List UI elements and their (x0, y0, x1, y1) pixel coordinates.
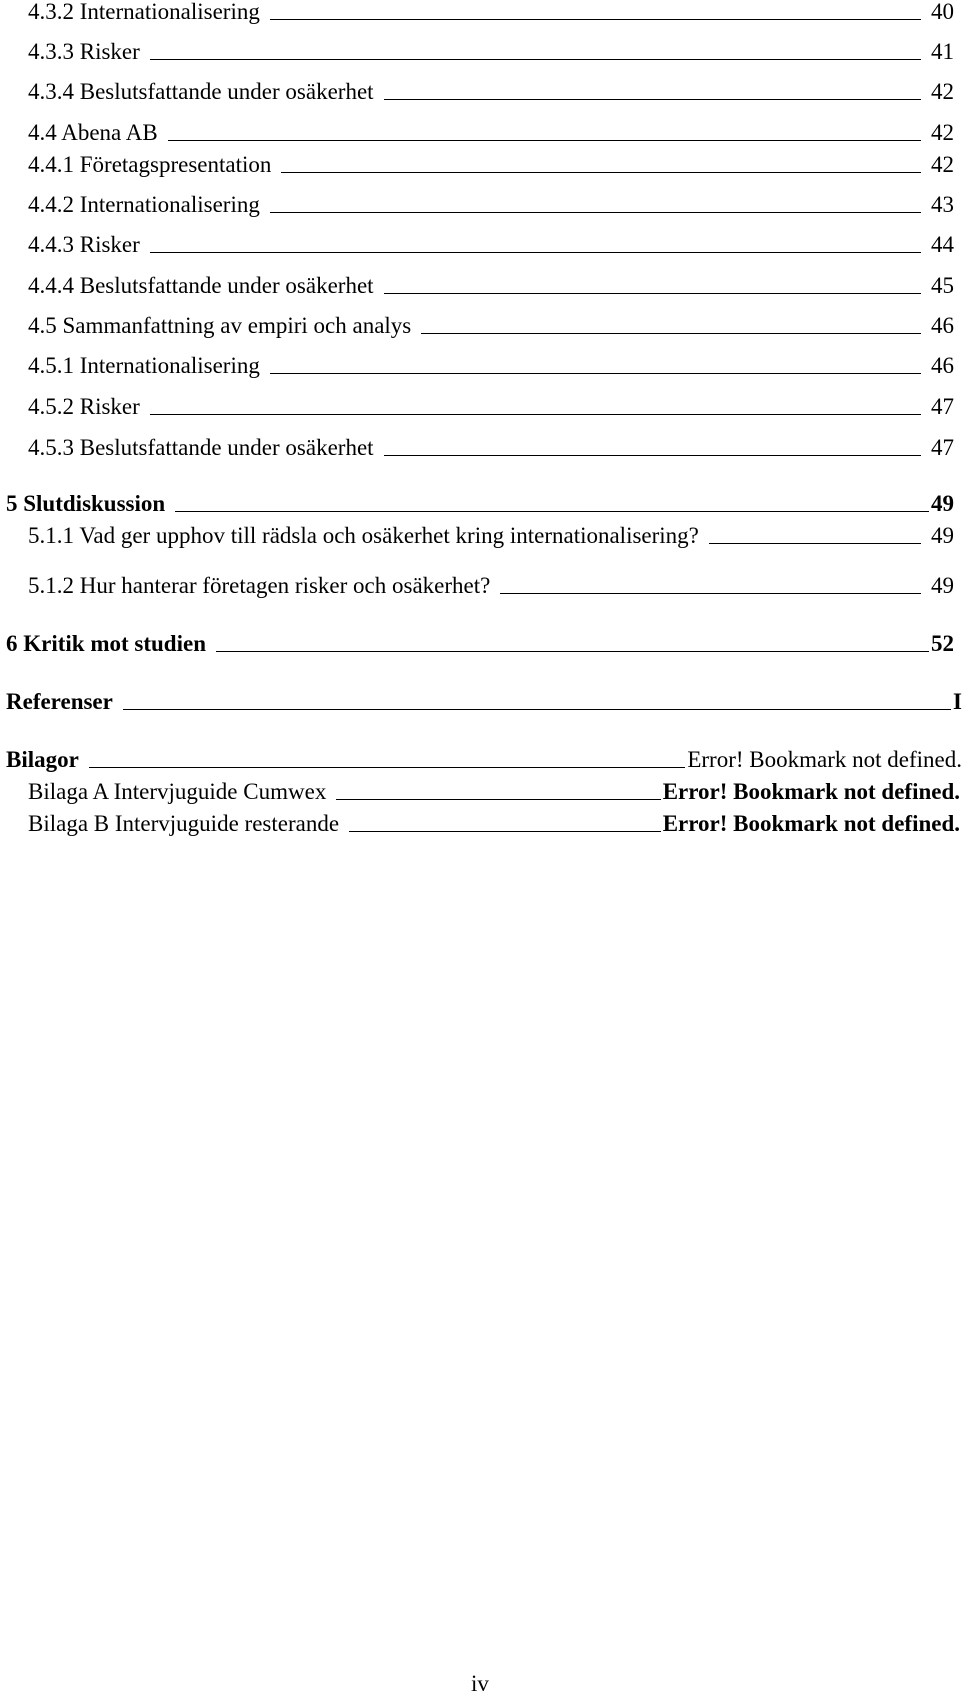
toc-entry-page: 41 (931, 39, 954, 64)
toc-entry-page: 44 (931, 232, 954, 257)
toc-entry-label: Bilagor (6, 747, 79, 772)
toc-entry-page: 42 (931, 79, 954, 104)
toc-leader-line (270, 373, 921, 374)
toc-leader-line (89, 767, 686, 768)
toc-entry[interactable] (28, 436, 954, 459)
toc-entry[interactable] (28, 395, 954, 418)
toc-entry[interactable] (28, 0, 954, 23)
toc-entry[interactable] (28, 812, 960, 835)
toc-entry-page: 42 (931, 152, 954, 177)
toc-entry-page: Error! Bookmark not defined. (687, 747, 962, 772)
toc-leader-line (384, 99, 921, 100)
toc-entry-label: Referenser (6, 689, 113, 714)
toc-entry-label: 4.5.1 Internationalisering (28, 353, 260, 378)
toc-entry-page: 46 (931, 353, 954, 378)
toc-entry-label: 5 Slutdiskussion (6, 491, 166, 516)
toc-entry-page: 42 (931, 120, 954, 145)
toc-entry[interactable] (6, 632, 954, 655)
toc-entry[interactable] (28, 233, 954, 256)
toc-entry[interactable] (28, 524, 954, 547)
toc-entry-page: 49 (931, 573, 954, 598)
toc-entry-page: 45 (931, 273, 954, 298)
toc-entry-label: 4.3.3 Risker (28, 39, 140, 64)
toc-entry[interactable] (28, 780, 960, 803)
toc-leader-line (270, 19, 921, 20)
toc-leader-line (175, 511, 929, 512)
toc-leader-line (500, 593, 921, 594)
toc-entry[interactable] (28, 80, 954, 103)
toc-entry-label: 4.4.3 Risker (28, 232, 140, 257)
toc-leader-line (384, 293, 921, 294)
toc-entry-page: 47 (931, 394, 954, 419)
toc-entry-page: 46 (931, 313, 954, 338)
toc-entry-label: 5.1.1 Vad ger upphov till rädsla och osäkerhet kring internationalisering? (28, 523, 699, 548)
toc-entry-label: 5.1.2 Hur hanterar företagen risker och osäkerhet? (28, 573, 491, 598)
toc-entry[interactable] (28, 40, 954, 63)
toc-entry-label: 4.4.1 Företagspresentation (28, 152, 272, 177)
toc-entry[interactable] (6, 748, 962, 771)
toc-leader-line (150, 59, 921, 60)
toc-entry-label: 4.5.2 Risker (28, 394, 140, 419)
toc-entry-label: 4.3.4 Beslutsfattande under osäkerhet (28, 79, 374, 104)
toc-leader-line (168, 140, 921, 141)
toc-leader-line (349, 831, 661, 832)
toc-leader-line (281, 172, 921, 173)
toc-entry-page: 40 (931, 0, 954, 24)
toc-entry-label: 4.4 Abena AB (28, 120, 158, 145)
toc-leader-line (123, 709, 951, 710)
toc-entry-label: 4.5.3 Beslutsfattande under osäkerhet (28, 435, 374, 460)
toc-leader-line (150, 414, 921, 415)
toc-entry-page: Error! Bookmark not defined. (662, 811, 960, 836)
toc-entry[interactable] (28, 314, 954, 337)
toc-entry-label: 4.4.4 Beslutsfattande under osäkerhet (28, 273, 374, 298)
toc-entry-page: 43 (931, 192, 954, 217)
toc-entry[interactable] (28, 193, 954, 216)
toc-entry-page: 49 (931, 523, 954, 548)
toc-entry-label: Bilaga B Intervjuguide resterande (28, 811, 340, 836)
toc-entry[interactable] (28, 121, 954, 144)
toc-leader-line (421, 333, 921, 334)
toc-entry-label: 6 Kritik mot studien (6, 631, 206, 656)
toc-leader-line (336, 799, 660, 800)
toc-entry-page: 52 (931, 631, 954, 656)
toc-leader-line (270, 212, 921, 213)
toc-entry[interactable] (28, 153, 954, 176)
page-number: iv (471, 1671, 489, 1696)
toc-entry-label: 4.5 Sammanfattning av empiri och analys (28, 313, 412, 338)
toc-entry-label: Bilaga A Intervjuguide Cumwex (28, 779, 327, 804)
toc-entry[interactable] (6, 492, 954, 515)
toc-entry[interactable] (28, 574, 954, 597)
toc-entry-page: 49 (931, 491, 954, 516)
toc-leader-line (384, 455, 921, 456)
toc-entry-label: 4.4.2 Internationalisering (28, 192, 260, 217)
toc-leader-line (709, 543, 921, 544)
toc-entry-page: Error! Bookmark not defined. (662, 779, 960, 804)
toc-leader-line (216, 651, 929, 652)
toc-entry-page: 47 (931, 435, 954, 460)
toc-entry-page: I (953, 689, 962, 714)
toc-entry[interactable] (6, 690, 962, 713)
toc-leader-line (150, 252, 921, 253)
toc-entry[interactable] (28, 354, 954, 377)
toc-entry-label: 4.3.2 Internationalisering (28, 0, 260, 24)
toc-entry[interactable] (28, 274, 954, 297)
